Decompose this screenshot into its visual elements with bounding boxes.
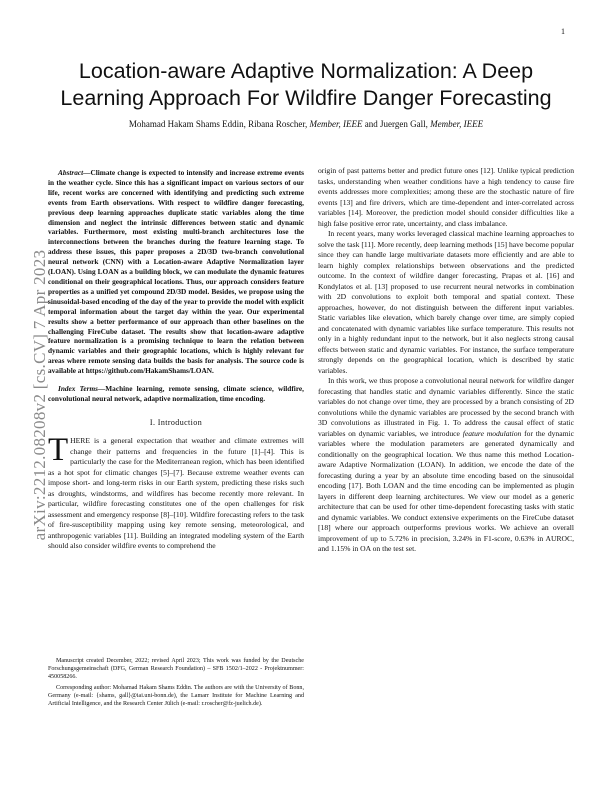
- abstract-label: Abstract: [58, 168, 84, 177]
- footnote-corresponding-author: Corresponding author: Mohamad Hakam Shams Eddin. The authors are with the University of Bonn, Germany (e-mail: {shams, gall}@iai.uni-bonn.de), the Lamarr Institute for Machine Learning and Artificial Intelligence, and the Research Center Jülich (e-mail: r.roscher@fz-juelich.de).: [48, 684, 304, 708]
- index-terms-label: Index Terms: [58, 384, 98, 394]
- author-role-1: Member, IEEE: [309, 119, 363, 129]
- intro-text: is a general expectation that weather and climate extremes will change their patterns and frequencies in the future [1]–[4]. This is particularly the case for the Mediterranean region, which has been identified as a hot spot for climatic changes [5]–[7]. Because extreme weather events can impose short- and long-term risks in our Earth system, predicting these risks such as droughts, windstorms, and wildfires has become recently more relevant. In particular, wildfire forecasting constitutes one of the open challenges for risk assessment and emergency response [8]–[10]. Wildfire forecasting refers to the task of fire-susceptibility mapping using key remote sensing, meteorological, and anthropogenic variables [11]. Building an integrated modeling system of the Earth should also consider wildfire events to comprehend the: [48, 436, 304, 551]
- author-names-2: and Juergen Gall,: [362, 119, 431, 129]
- body-paragraph-1: origin of past patterns better and predict future ones [12]. Unlike typical prediction tasks, understanding when weather conditions have a high tendency to cause fire events addresses more complexities; among these are the stochastic nature of fire events [13] and fire drivers, which are time-dependent and inter-correlated across variables [14]. Moreover, the prediction model should consider difficulties like a high false positive error rate, uncertainty, and class imbalance.: [318, 166, 574, 228]
- arxiv-identifier-text: arXiv:2212.08208v2 [cs.CV] 7 Apr 2023: [30, 249, 49, 541]
- body-paragraph-2: In recent years, many works leveraged classical machine learning approaches to solve the task [11]. More recently, deep learning methods [15] have become popular since they can handle large multivariate datasets more efficiently and are able to learn highly complex relationships between observations and the predicted outcome. In the context of wildfire danger forecasting, Prapas et al. [16] and Kondylatos et al. [13] proposed to use recurrent neural networks in combination with 2D convolutions to exploit both temporal and spatial context. These approaches, however, do not distinguish between the different input variables. Static variables like elevation, which barely change over time, are simply copied and concatenated with dynamic variables like surface temperature. This results not only in a highly redundant input to the network, but it also neglects strong causal effects between static and dynamic variables. For instance, the surface temperature strongly depends on the geographical location, which is described by static variables.: [318, 229, 574, 375]
- drop-cap-letter: T: [48, 432, 69, 469]
- introduction-paragraph: [48, 432, 304, 552]
- page-number: 1: [561, 27, 565, 36]
- footnote-manuscript: Manuscript created December, 2022; revised April 2023; This work was funded by the Deutsche Forschungsgemeinschaft (DFG, German Research Foundation) – SFB 1502/1–2022 - Projektnummer: 450058266.: [48, 658, 304, 681]
- footnotes: [48, 657, 304, 710]
- intro-lead-word: HERE: [70, 436, 90, 446]
- paper-title: Location-aware Adaptive Normalization: A Deep Learning Approach For Wildfire Danger Forecasting: [60, 59, 552, 110]
- body-paragraph-3-a: In this work, we thus propose a convolutional neural network for wildfire danger forecasting that handles static and dynamic variables differently. Since the static variables do not change over time, they are processed by a branch consisting of 2D convolutions while the dynamic variables are processed by the second branch with 3D convolutions as illustrated in Fig. 1. To address the causal effect of static variables on dynamic variables, we introduce: [318, 376, 574, 438]
- index-terms: [48, 384, 304, 404]
- left-column: [48, 168, 304, 552]
- index-terms-text: —Machine learning, remote sensing, climate science, wildfire, convolutional neural network, adaptive normalization, time encoding.: [48, 384, 304, 403]
- author-role-2: Member, IEEE: [430, 119, 484, 129]
- author-names-1: Mohamad Hakam Shams Eddin, Ribana Roscher,: [128, 119, 310, 129]
- abstract-text: —Climate change is expected to intensify and increase extreme events in the weather cycle. Since this has a significant impact on various sectors of our life, recent works are concerned with identifying and predicting such extreme events from Earth observations. With respect to wildfire danger forecasting, previous deep learning approaches duplicate static variables along the time dimension and neglect the intrinsic differences between static and dynamic variables. Furthermore, most existing multi-branch architectures lose the interconnections between the branches during the feature learning stage. To address these issues, this paper proposes a 2D/3D two-branch convolutional neural network (CNN) with a Location-aware Adaptive Normalization layer (LOAN). Using LOAN as a building block, we can modulate the dynamic features conditional on their geographical locations. Thus, our approach considers feature properties as a unified yet compound 2D/3D model. Besides, we propose using the sinusoidal-based encoding of the day of the year to provide the model with explicit temporal information about the target day within the year. Our experimental results show a better performance of our approach than other baselines on the challenging FireCube dataset. The results show that location-aware adaptive feature normalization is a promising technique to learn the relation between dynamic variables and their geographic locations, which is highly relevant for areas where remote sensing data builds the basis for analysis. The source code is available at https://github.com/HakamShams/LOAN.: [48, 168, 304, 376]
- body-paragraph-3-b: for the dynamic variables where the modulation parameters are generated dynamically and conditionally on the geographical location. We thus name this method Location-aware Adaptive Normalization (LOAN). In addition, we encode the date of the forecasting during a year by an absolute time encoding based on the sinusoidal encoding [17]. Both LOAN and the time encoding can be implemented as plugin layers in different deep learning architectures. We view our model as a generic architecture that can be used for other time-dependent forecasting tasks with static and dynamic variables. We conduct extensive experiments on the FireCube dataset [18] where our approach outperforms previous works. We achieve an overall improvement of up to 5.72% in precision, 3.24% in F1-score, 0.63% in AUROC, and 1.15% in OA on the test set.: [318, 428, 574, 553]
- right-column: [318, 166, 574, 555]
- body-paragraph-3: [318, 376, 574, 555]
- section-heading-introduction: I. Introduction: [149, 417, 203, 427]
- feature-modulation-term: feature modulation: [462, 428, 522, 438]
- abstract: [48, 168, 304, 376]
- author-line: [48, 119, 564, 129]
